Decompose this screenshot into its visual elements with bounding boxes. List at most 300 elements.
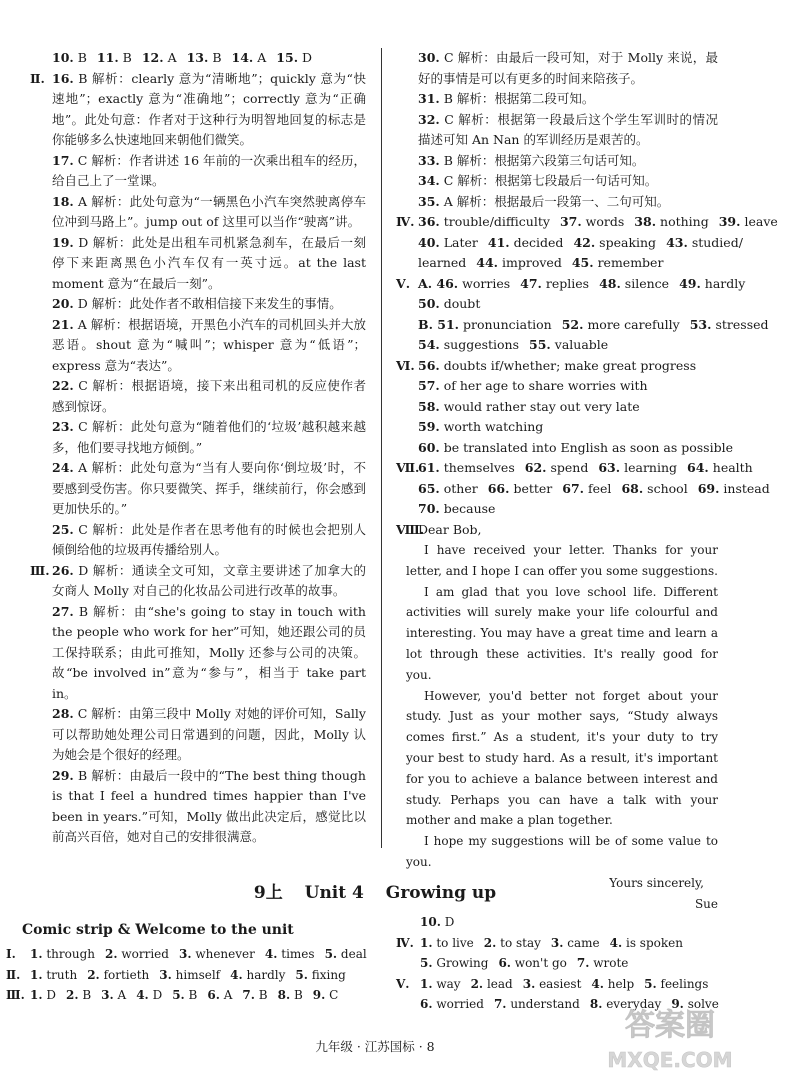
item-answer: better bbox=[513, 480, 553, 496]
answer-item bbox=[488, 479, 553, 500]
answer-item bbox=[551, 933, 600, 954]
question-number: 31. bbox=[418, 91, 440, 106]
item-number: 14. bbox=[231, 50, 254, 65]
explanation-text: B 解析：由最后一段中的“The best thing though is that I feel a hundred times happier than I've been in years.”可知，Molly 做出此决定后，感觉比以前高兴百倍，她对自己的安排很满意。 bbox=[52, 767, 366, 844]
item-answer: leave bbox=[744, 214, 778, 229]
item-answer: D bbox=[302, 50, 313, 65]
explanation-row bbox=[396, 89, 718, 110]
column-divider bbox=[381, 48, 382, 848]
item-number: 8. bbox=[277, 988, 291, 1002]
fill-row bbox=[396, 233, 743, 254]
explanation-text: B 解析：根据第六段第三句话可知。 bbox=[439, 152, 645, 168]
explanation-text: B 解析：由“she's going to stay in touch with the people who work for her”可知，她还跟公司的员工保持联系；由此可推知，Molly 还参与公司的决策。故“be involved in”意为“参与”，相当于 take part in。 bbox=[52, 603, 366, 701]
answer-item bbox=[136, 985, 162, 1006]
answer-item bbox=[418, 274, 510, 295]
item-answer: lead bbox=[486, 976, 513, 991]
item-answer: way bbox=[436, 976, 461, 991]
item-answer: nothing bbox=[660, 214, 709, 229]
explanation-text: C 解析：根据第七段最后一句话可知。 bbox=[439, 173, 658, 188]
explanation-row bbox=[30, 602, 366, 705]
fill-row bbox=[396, 438, 733, 459]
letter-salutation-row bbox=[396, 520, 718, 541]
item-number: 3. bbox=[159, 967, 172, 982]
answer-item bbox=[418, 356, 696, 377]
item-answer: doubts if/whether; make great progress bbox=[443, 357, 697, 373]
answer-item bbox=[598, 458, 677, 479]
letter-section bbox=[396, 520, 718, 915]
explanation-row bbox=[30, 417, 366, 458]
roman-numeral: Ⅲ. bbox=[6, 988, 25, 1002]
explanation-row bbox=[30, 376, 366, 417]
question-number: 17. bbox=[52, 152, 74, 168]
item-number: 38. bbox=[634, 214, 657, 229]
answer-item bbox=[525, 458, 589, 479]
answer-item bbox=[265, 944, 315, 965]
roman-numeral: Ⅱ. bbox=[6, 967, 21, 982]
explanation-text: B 解析：根据第二段可知。 bbox=[439, 91, 595, 106]
explanation-row bbox=[30, 766, 366, 848]
item-answer: came bbox=[567, 935, 600, 950]
item-answer: worries bbox=[462, 275, 511, 291]
item-answer: learning bbox=[624, 460, 678, 475]
item-answer: B bbox=[212, 50, 222, 65]
explanation-text: C 解析：作者讲述 16 年前的一次乘出租车的经历，给自己上了一堂课。 bbox=[52, 152, 366, 188]
roman-numeral: Ⅱ. bbox=[30, 70, 45, 86]
fill-row bbox=[396, 974, 718, 995]
item-answer: of her age to share worries with bbox=[443, 378, 648, 393]
unit-title bbox=[0, 878, 750, 903]
item-answer: is spoken bbox=[626, 935, 683, 950]
answer-item bbox=[105, 944, 169, 965]
item-answer: D bbox=[46, 988, 56, 1002]
letter-paragraph: I have received your letter. Thanks for your letter, and I hope I can offer you some suggestions. bbox=[406, 543, 718, 578]
item-number: 69. bbox=[697, 480, 720, 496]
item-number: 4. bbox=[591, 976, 604, 991]
item-answer: valuable bbox=[554, 337, 609, 352]
answer-item bbox=[52, 48, 87, 69]
answer-item bbox=[418, 315, 552, 336]
item-number: 6. bbox=[498, 956, 511, 970]
unit-number: Unit 4 bbox=[304, 883, 364, 903]
item-answer: silence bbox=[624, 275, 670, 291]
explanation-text: A 解析：根据语境，开黑色小汽车的司机回头并大放恶语。shout 意为“喊叫”；whisper 意为“低语”；express 意为“表达”。 bbox=[52, 316, 366, 373]
answer-item bbox=[719, 212, 778, 233]
answer-item bbox=[420, 912, 454, 933]
item-answer: themselves bbox=[443, 460, 515, 475]
answer-item bbox=[278, 985, 303, 1006]
item-answer: to live bbox=[436, 935, 474, 950]
question-number: 25. bbox=[52, 521, 74, 537]
fill-row bbox=[396, 499, 718, 520]
question-number: 29. bbox=[52, 767, 74, 783]
item-answer: health bbox=[712, 460, 753, 475]
explanation-row bbox=[396, 48, 718, 89]
fill-row bbox=[396, 458, 753, 479]
item-answer: be translated into English as soon as possible bbox=[443, 439, 733, 455]
explanation-row bbox=[30, 233, 366, 295]
item-answer: remember bbox=[597, 255, 664, 270]
item-answer: fixing bbox=[311, 967, 346, 982]
answer-item bbox=[66, 985, 91, 1006]
explanation-text: C 解析：由最后一段可知，对于 Molly 来说，最好的事情是可以有更多的时间来陪孩子。 bbox=[418, 50, 718, 86]
item-number: 4. bbox=[264, 947, 278, 961]
item-number: 65. bbox=[418, 480, 440, 496]
roman-numeral: Ⅵ. bbox=[396, 357, 415, 373]
fill-row bbox=[396, 253, 718, 274]
answer-item bbox=[690, 315, 769, 336]
item-answer: worth watching bbox=[443, 419, 544, 434]
question-number: 32. bbox=[418, 111, 440, 127]
answer-item bbox=[295, 965, 345, 986]
item-answer: feelings bbox=[660, 976, 709, 991]
item-answer: B bbox=[82, 988, 92, 1002]
item-answer: A bbox=[223, 988, 233, 1002]
item-number: 62. bbox=[524, 460, 547, 475]
item-answer: whenever bbox=[195, 947, 255, 961]
answer-item bbox=[634, 212, 708, 233]
question-number: 27. bbox=[52, 603, 74, 619]
explanation-text: C 解析：此处句意为“随着他们的‘垃圾’越积越来越多，他们要寻找地方倾倒。” bbox=[52, 419, 366, 455]
item-number: 15. bbox=[276, 50, 299, 65]
question-number: 33. bbox=[418, 152, 440, 168]
answer-item bbox=[418, 417, 543, 438]
item-answer: understand bbox=[510, 997, 580, 1011]
question-number: 30. bbox=[418, 50, 440, 65]
answer-item bbox=[529, 335, 608, 356]
fill-row bbox=[396, 417, 718, 438]
item-answer: hardly bbox=[704, 275, 746, 291]
unit-name: Growing up bbox=[385, 883, 497, 903]
right-column bbox=[396, 48, 778, 914]
item-number: 45. bbox=[571, 255, 594, 270]
item-number: 66. bbox=[487, 480, 510, 496]
fill-row bbox=[396, 294, 718, 315]
answer-item bbox=[572, 253, 664, 274]
explanation-text: B 解析：clearly 意为“清晰地”；quickly 意为“快速地”；exactly 意为“准确地”；correctly 意为“正确地”。此处句意：作者对于这种行为明智地回复的标志是你能够多么快速地回来朝他们微笑。 bbox=[52, 70, 366, 147]
answer-item bbox=[172, 985, 197, 1006]
explanation-row bbox=[30, 520, 366, 561]
explanation-row bbox=[30, 561, 366, 602]
answer-item bbox=[610, 933, 683, 954]
answer-item bbox=[30, 985, 56, 1006]
roman-numeral: Ⅶ. bbox=[396, 460, 420, 475]
explanation-text: A 解析：此处句意为“一辆黑色小汽车突然驶离停车位冲到马路上”。jump out of 这里可以当作“驶离”讲。 bbox=[52, 193, 366, 229]
item-number: 41. bbox=[487, 234, 510, 250]
item-number: 47. bbox=[520, 275, 542, 291]
item-number: 56. bbox=[418, 357, 440, 373]
answer-item bbox=[418, 335, 519, 356]
item-number: A. 46. bbox=[418, 275, 459, 291]
answer-item bbox=[520, 274, 589, 295]
item-answer: himself bbox=[175, 967, 221, 982]
item-number: 2. bbox=[87, 967, 100, 982]
item-number: 4. bbox=[230, 967, 243, 982]
explanation-row bbox=[396, 151, 718, 172]
item-number: 48. bbox=[599, 275, 621, 291]
item-answer: because bbox=[443, 501, 496, 516]
item-answer: worried bbox=[121, 947, 169, 961]
item-number: 64. bbox=[687, 460, 709, 475]
item-answer: everyday bbox=[606, 997, 662, 1011]
answer-item bbox=[498, 953, 566, 974]
item-number: 7. bbox=[242, 988, 255, 1002]
item-number: 67. bbox=[562, 480, 585, 496]
explanation-text: A 解析：根据最后一段第一、二句可知。 bbox=[439, 193, 670, 209]
fill-row bbox=[396, 933, 718, 954]
item-number: 37. bbox=[559, 214, 582, 229]
question-number: 21. bbox=[52, 316, 74, 332]
question-number: 26. bbox=[52, 562, 74, 578]
question-number: 23. bbox=[52, 419, 74, 434]
explanation-text: C 解析：根据语境，接下来出租司机的反应使作者感到惊讶。 bbox=[52, 378, 366, 414]
item-number: 5. bbox=[172, 988, 185, 1002]
item-number: 54. bbox=[418, 337, 440, 352]
question-number: 34. bbox=[418, 173, 440, 188]
item-answer: would rather stay out very late bbox=[443, 398, 640, 414]
answer-item bbox=[418, 294, 480, 315]
item-number: 3. bbox=[101, 988, 114, 1002]
explanation-row bbox=[396, 171, 718, 192]
answer-item bbox=[666, 233, 743, 254]
item-number: 5. bbox=[420, 956, 433, 970]
item-number: 2. bbox=[470, 976, 484, 991]
item-number: 9. bbox=[671, 997, 684, 1011]
item-number: 68. bbox=[621, 480, 644, 496]
item-answer: deal bbox=[340, 947, 367, 961]
item-answer: feel bbox=[588, 480, 612, 496]
answer-item bbox=[484, 933, 541, 954]
letter-salutation: Dear Bob, bbox=[418, 521, 482, 537]
item-answer: B bbox=[258, 988, 268, 1002]
item-number: 1. bbox=[420, 976, 433, 991]
explanation-row bbox=[396, 110, 718, 151]
letter-signature: Sue bbox=[694, 896, 718, 911]
page-footer: 九年级 · 江苏国标 · 8 bbox=[315, 1039, 435, 1054]
question-number: 22. bbox=[52, 378, 74, 393]
answer-item bbox=[418, 458, 515, 479]
explanation-text: D 解析：此处是出租车司机紧急刹车，在最后一刻停下来距离黑色小汽车仅有一英寸远。at the last moment 意为“在最后一刻”。 bbox=[52, 234, 366, 291]
answer-item bbox=[418, 479, 478, 500]
watermark-logo bbox=[598, 995, 743, 1077]
answer-item bbox=[471, 974, 513, 995]
item-number: 7. bbox=[493, 997, 507, 1011]
item-number: 55. bbox=[529, 337, 551, 352]
item-number: 39. bbox=[718, 214, 741, 229]
question-number: 16. bbox=[52, 70, 74, 86]
fill-row bbox=[396, 912, 718, 933]
item-answer: spend bbox=[550, 460, 589, 475]
item-answer: help bbox=[607, 976, 635, 991]
item-answer: fortieth bbox=[103, 967, 150, 982]
answer-item bbox=[562, 479, 611, 500]
item-answer: through bbox=[46, 947, 96, 961]
fill-row bbox=[396, 953, 718, 974]
item-number: 1. bbox=[30, 967, 43, 982]
answer-item bbox=[494, 994, 580, 1015]
item-answer: worried bbox=[436, 997, 484, 1011]
item-number: 4. bbox=[136, 988, 149, 1002]
question-number: 18. bbox=[52, 193, 74, 209]
fill-row bbox=[396, 315, 769, 336]
item-answer: pronunciation bbox=[463, 316, 552, 332]
answer-item bbox=[159, 965, 220, 986]
item-number: 70. bbox=[418, 501, 440, 516]
answer-item bbox=[420, 994, 484, 1015]
fill-row bbox=[396, 356, 718, 377]
item-answer: stressed bbox=[715, 316, 769, 332]
item-answer: solve bbox=[687, 997, 719, 1011]
explanation-text: D 解析：通读全文可知，文章主要讲述了加拿大的女商人 Molly 对自己的化妆品公司进行改革的故事。 bbox=[52, 562, 366, 598]
item-answer: easiest bbox=[539, 976, 582, 991]
answer-item bbox=[488, 233, 564, 254]
item-answer: B bbox=[122, 50, 132, 65]
answer-item bbox=[418, 253, 466, 274]
answer-item bbox=[591, 974, 634, 995]
item-number: 13. bbox=[186, 50, 209, 65]
answer-item bbox=[418, 397, 640, 418]
answer-item bbox=[179, 944, 255, 965]
item-answer: more carefully bbox=[587, 316, 680, 332]
item-number: 2. bbox=[105, 947, 118, 961]
item-number: 6. bbox=[207, 988, 220, 1002]
fill-row bbox=[6, 965, 370, 986]
item-number: 3. bbox=[550, 935, 564, 950]
answer-item bbox=[687, 458, 753, 479]
item-answer: school bbox=[647, 480, 688, 496]
answer-item bbox=[87, 965, 149, 986]
item-answer: suggestions bbox=[443, 337, 520, 352]
answer-item bbox=[30, 965, 77, 986]
answer-item bbox=[418, 499, 495, 520]
item-number: B. 51. bbox=[418, 316, 460, 332]
roman-numeral: Ⅰ. bbox=[6, 947, 16, 961]
watermark-text-1: 答案圈 bbox=[625, 1008, 715, 1043]
explanation-row bbox=[30, 704, 366, 766]
item-answer: decided bbox=[513, 234, 564, 250]
roman-numeral: Ⅲ. bbox=[30, 562, 50, 578]
question-number: 35. bbox=[418, 193, 440, 209]
fill-section bbox=[396, 212, 778, 520]
item-number: 42. bbox=[573, 234, 596, 250]
item-number: 6. bbox=[420, 997, 433, 1011]
item-answer: D bbox=[444, 915, 455, 929]
question-number: 24. bbox=[52, 460, 74, 475]
item-answer: B bbox=[188, 988, 198, 1002]
answer-item bbox=[420, 974, 461, 995]
item-number: 53. bbox=[689, 316, 712, 332]
item-number: 50. bbox=[418, 296, 440, 311]
answer-item bbox=[142, 48, 177, 69]
item-number: 60. bbox=[418, 439, 440, 455]
item-answer: to stay bbox=[500, 935, 541, 950]
item-number: 9. bbox=[312, 988, 326, 1002]
answer-item bbox=[418, 376, 648, 397]
question-number: 20. bbox=[52, 296, 74, 311]
grade-label: 9上 bbox=[253, 883, 283, 903]
item-answer: replies bbox=[545, 275, 590, 291]
item-answer: words bbox=[585, 214, 625, 229]
roman-numeral: Ⅴ. bbox=[396, 275, 411, 291]
answer-item bbox=[418, 212, 550, 233]
answer-item bbox=[573, 233, 656, 254]
item-number: 1. bbox=[30, 988, 43, 1002]
fill-row bbox=[6, 985, 370, 1006]
item-answer: hardly bbox=[246, 967, 286, 982]
fill-row bbox=[396, 479, 770, 500]
answer-item bbox=[621, 479, 687, 500]
item-answer: wrote bbox=[593, 956, 629, 970]
item-number: 2. bbox=[483, 935, 497, 950]
fill-row bbox=[6, 944, 370, 965]
item-answer: times bbox=[281, 947, 315, 961]
item-number: 2. bbox=[65, 988, 79, 1002]
answer-item bbox=[698, 479, 770, 500]
answer-item bbox=[187, 48, 222, 69]
item-answer: truth bbox=[46, 967, 78, 982]
answer-item bbox=[313, 985, 339, 1006]
letter-paragraph: However, you'd better not forget about your study. Just as your mother says, “Study always comes first.” As a student, it's your duty to try your best to study hard. As a result, it's important for you to achieve a balance between interest and study. Perhaps you can have a talk with your mother and make a plan together. bbox=[406, 688, 718, 828]
item-number: 12. bbox=[141, 50, 164, 65]
answer-row bbox=[30, 48, 366, 69]
answer-item bbox=[420, 933, 474, 954]
bottom-left-section bbox=[6, 920, 370, 1006]
roman-numeral: Ⅳ. bbox=[396, 935, 414, 950]
answer-item bbox=[30, 944, 95, 965]
explanation-text: C 解析：由第三段中 Molly 对她的评价可知，Sally 可以帮助她处理公司日常遇到的问题，因此，Molly 认为她会是个很好的经理。 bbox=[52, 706, 366, 762]
item-number: 5. bbox=[295, 967, 308, 982]
item-answer: Growing bbox=[436, 956, 489, 970]
item-answer: other bbox=[443, 480, 478, 496]
explanation-row bbox=[30, 69, 366, 151]
item-answer: won't go bbox=[514, 956, 567, 970]
answer-item bbox=[418, 438, 733, 459]
item-answer: learned bbox=[418, 255, 467, 270]
item-number: 3. bbox=[522, 976, 536, 991]
item-number: 3. bbox=[178, 947, 192, 961]
answer-item bbox=[418, 233, 478, 254]
fill-row bbox=[396, 397, 718, 418]
item-number: 40. bbox=[418, 234, 440, 250]
item-answer: A bbox=[257, 50, 267, 65]
watermark-text-2: MXQE.COM bbox=[607, 1048, 733, 1072]
item-number: 1. bbox=[420, 935, 433, 950]
roman-numeral: Ⅳ. bbox=[396, 214, 415, 229]
explanation-row bbox=[396, 192, 718, 213]
roman-numeral: Ⅷ. bbox=[396, 521, 425, 537]
letter-closing: Yours sincerely, bbox=[609, 875, 704, 890]
explanation-text: C 解析：根据第一段最后这个学生军训时的情况描述可知 An Nan 的军训经历是艰苦的。 bbox=[418, 111, 718, 147]
item-answer: instead bbox=[723, 480, 770, 496]
answer-item bbox=[644, 974, 708, 995]
answer-item bbox=[101, 985, 126, 1006]
answer-item bbox=[577, 953, 629, 974]
item-answer: B bbox=[293, 988, 303, 1002]
item-answer: doubt bbox=[443, 296, 481, 311]
explanation-row bbox=[30, 458, 366, 520]
item-answer: improved bbox=[502, 255, 562, 270]
item-answer: speaking bbox=[599, 234, 657, 250]
item-number: 61. bbox=[418, 460, 440, 475]
section-heading: Comic strip & Welcome to the unit bbox=[22, 922, 294, 938]
explanation-text: A 解析：此处句意为“当有人要向你‘倒垃圾’时，不要感到受伤害。你只要微笑、挥手，继续前行，你会感到更加快乐的。” bbox=[52, 460, 366, 516]
roman-numeral: Ⅴ. bbox=[396, 976, 410, 991]
answer-item bbox=[562, 315, 680, 336]
item-number: 10. bbox=[420, 915, 441, 929]
explanation-row bbox=[30, 192, 366, 233]
item-answer: A bbox=[167, 50, 177, 65]
answer-item bbox=[476, 253, 562, 274]
answer-item bbox=[230, 965, 285, 986]
